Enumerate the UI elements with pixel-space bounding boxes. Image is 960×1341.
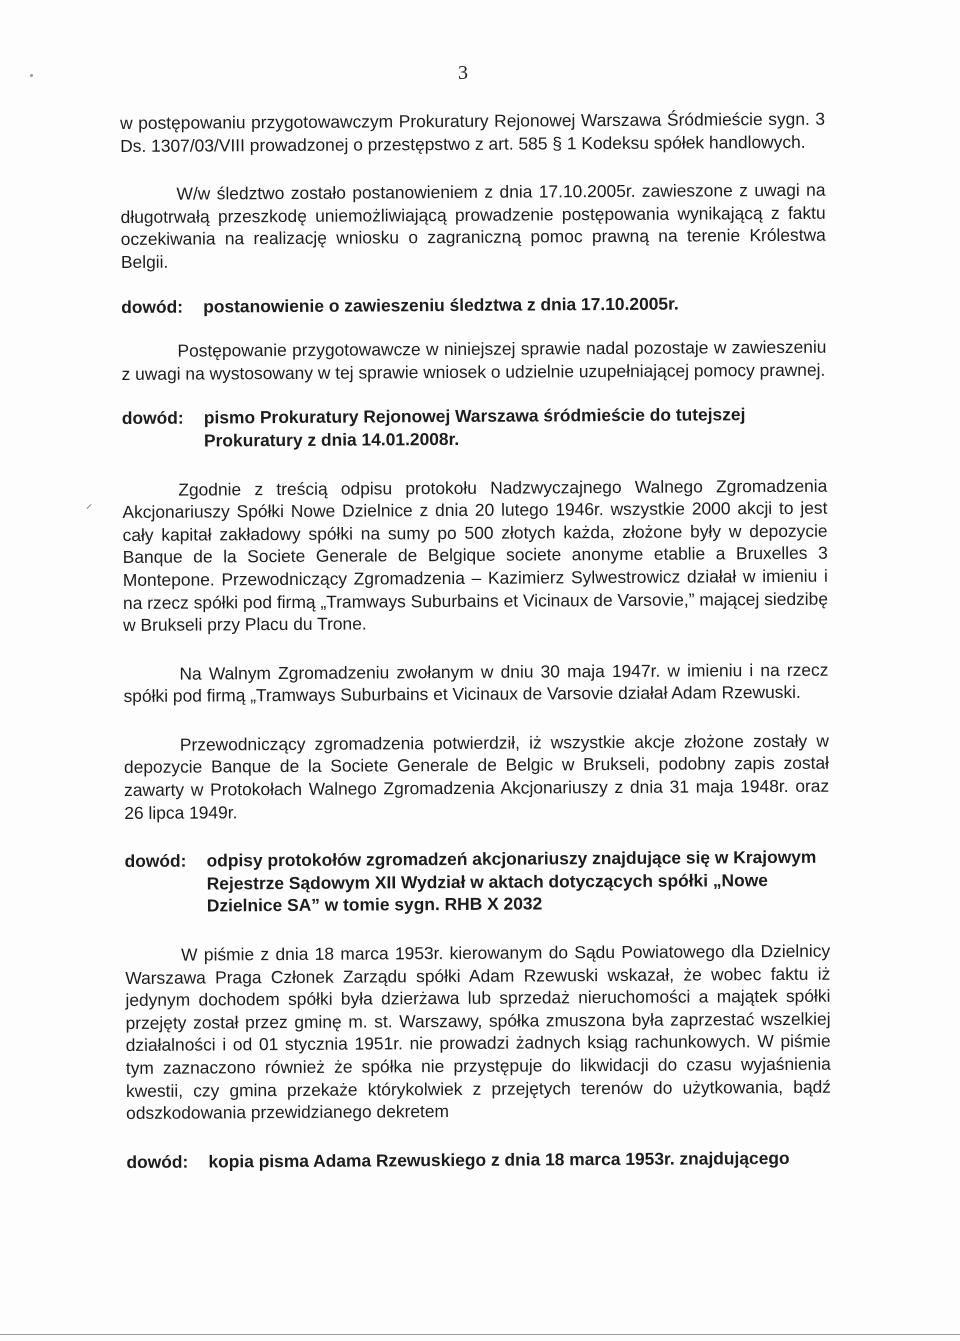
paragraph-shareholders-meeting-1946: Zgodnie z treścią odpisu protokołu Nadzwyczajnego Walnego Zgromadzenia Akcjonariuszy Spółki Nowe Dzielnice z dnia 20 lutego 1946r. wszystkie 2000 akcji to jest cały kapitał zakładowy spółki na sumy po 500 złotych każda, złożone były w depozycie Banque de la Societe Generale de Belgique societe anonyme etablie a Bruxelles 3 Montepone. Przewodniczący Zgromadzenia – Kazimierz Sylwestrowicz działał w imieniu i na rzecz spółki pod firmą „Tramways Suburbains et Vicinaux de Varsovie,” mającej siedzibę w Brukseli przy Placu du Trone.	[122, 475, 829, 636]
paragraph-proceedings-still-suspended: Postępowanie przygotowawcze w niniejszej sprawie nadal pozostaje w zawieszeniu z uwagi na wystosowany w tej sprawie wniosek o udzielnie uzupełniającej pomocy prawnej.	[121, 336, 827, 384]
evidence-text: pismo Prokuratury Rejonowej Warszawa śródmieście do tutejszej Prokuratury z dnia 14.01.2008r.	[203, 404, 746, 451]
page-number: 3	[458, 62, 468, 84]
evidence-text: postanowienie o zawieszeniu śledztwa z dnia 17.10.2005r.	[203, 293, 679, 317]
evidence-label: dowód:	[124, 850, 187, 872]
paragraph-investigation-suspended: W/w śledztwo zostało postanowieniem z dnia 17.10.2005r. zawieszone z uwagi na długotrwałą przeszkodę uniemożliwiającą prowadzenie postępowania wynikającą z faktu oczekiwania na realizację wniosku o zagraniczną pomoc prawną na terenie Królestwa Belgii.	[120, 179, 826, 272]
evidence-label: dowód:	[121, 296, 184, 317]
evidence-label: dowód:	[126, 1151, 189, 1172]
evidence-note-1	[121, 291, 826, 318]
scan-bottom-edge	[0, 1334, 960, 1335]
paragraph-letter-1953: W piśmie z dnia 18 marca 1953r. kierowanym do Sądu Powiatowego dla Dzielnicy Warszawa Praga Członek Zarządu spółki Adam Rzewuski wskazał, że wobec faktu iż jedynym dochodem spółki była dzierżawa lub sprzedaż nieruchomości a majątek spółki przejęty został przez gminę m. st. Warszawy, spółka zmuszona była zaprzestać wszelkiej działalności i od 01 stycznia 1951r. nie prowadzi żadnych ksiąg rachunkowych. W piśmie tym zaznaczono również że spółka nie przystępuje do likwidacji do czasu wyjaśnienia kwestii, czy gmina przekaże którykolwiek z przejętych terenów do użytkowania, bądź odszkodowania przewidzianego dekretem	[125, 940, 832, 1124]
evidence-label: dowód:	[121, 407, 184, 429]
document-body	[120, 108, 831, 1174]
paragraph-proceedings-intro: w postępowaniu przygotowawczym Prokuratury Rejonowej Warszawa Śródmieście sygn. 3 Ds. 1307/03/VIII prowadzonej o przestępstwo z art. 585 § 1 Kodeksu spółek handlowych.	[120, 108, 826, 156]
paragraph-chairman-confirmation: Przewodniczący zgromadzenia potwierdził, iż wszystkie akcje złożone zostały w depozycie Banque de la Societe Generale de Belgic w Brukseli, podobny zapis został zawarty w Protokołach Walnego Zgromadzenia Akcjonariuszy z dnia 31 maja 1948r. oraz 26 lipca 1949r.	[123, 730, 830, 823]
evidence-text: kopia pisma Adama Rzewuskiego z dnia 18 marca 1953r. znajdującego	[208, 1147, 790, 1172]
evidence-text: odpisy protokołów zgromadzeń akcjonariuszy znajdujące się w Krajowym Rejestrze Sądowym XII Wydział w aktach dotyczących spółki „Nowe Dzielnice SA” w tomie sygn. RHB X 2032	[206, 847, 817, 916]
evidence-note-3	[125, 846, 830, 918]
scan-speck	[30, 74, 33, 77]
scan-pen-mark	[87, 504, 92, 509]
evidence-note-2	[122, 403, 827, 452]
paragraph-general-meeting-1947: Na Walnym Zgromadzeniu zwołanym w dniu 30 maja 1947r. w imieniu i na rzecz spółki pod firmą „Tramways Suburbains et Vicinaux de Varsovie działał Adam Rzewuski.	[123, 659, 829, 707]
evidence-note-4	[126, 1146, 831, 1173]
